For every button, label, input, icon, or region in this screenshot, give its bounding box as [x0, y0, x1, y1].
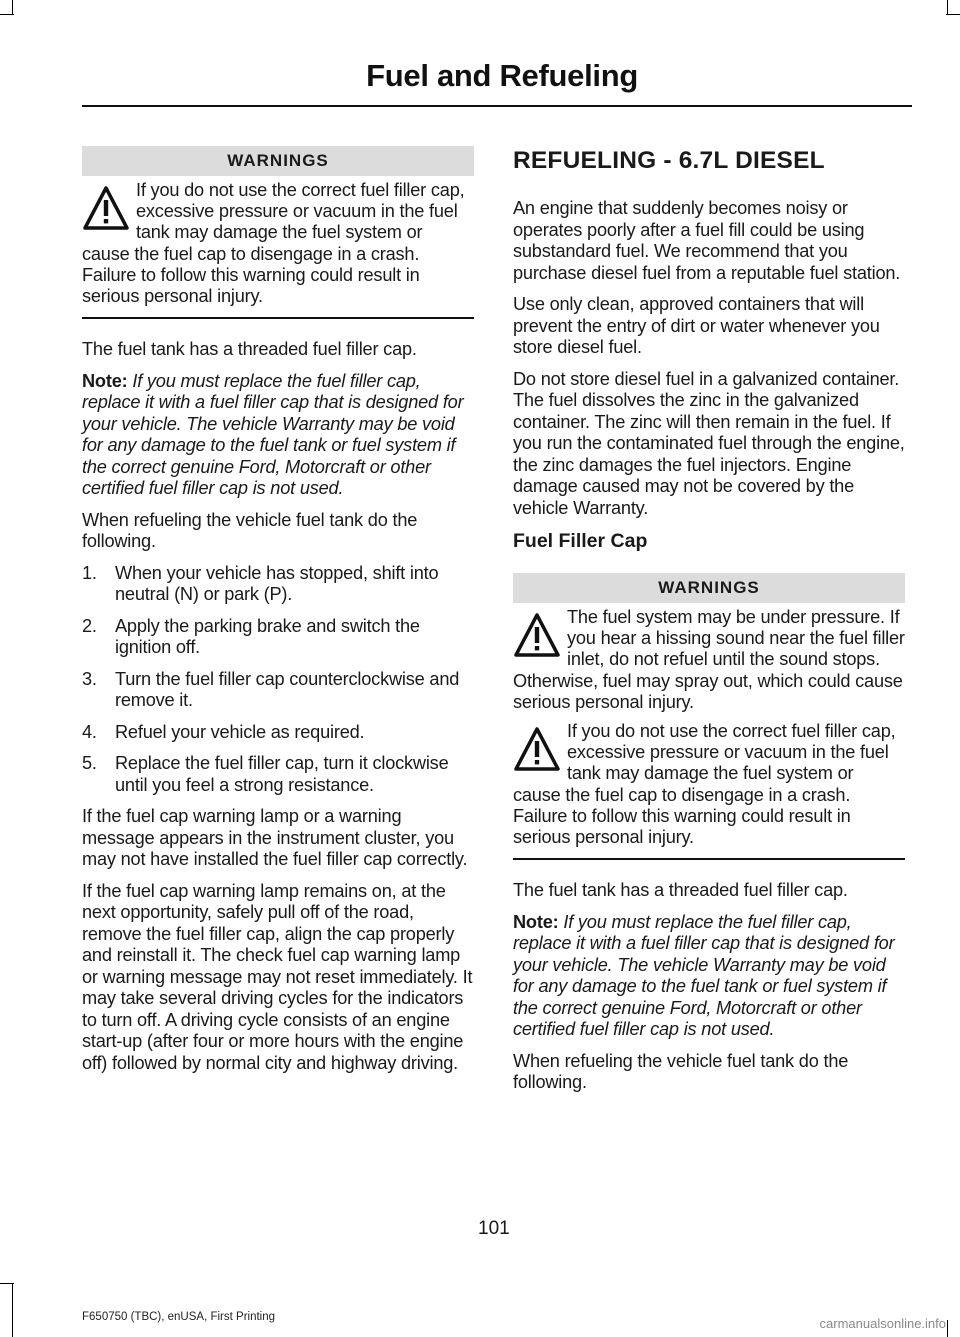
page-header-title: Fuel and Refueling — [366, 58, 638, 93]
note-text: If you must replace the fuel filler cap, replace it with a fuel filler cap that is designed for your vehicle. The vehicle Warranty may be void for any damage to the fuel tank or fuel system if the correct genuine Ford, Motorcraft or other certified fuel filler cap is not used. — [513, 911, 895, 1040]
note — [513, 912, 905, 1041]
warning-rule — [82, 317, 474, 319]
step-number: 2. — [82, 615, 97, 636]
note-label: Note: — [513, 911, 559, 932]
step-number: 4. — [82, 721, 97, 742]
warning-text: If you do not use the correct fuel filler cap, excessive pressure or vacuum in the fuel tank may damage the fuel system or cause the fuel cap to disengage in a crash. Failure to follow this warning could result in serious personal injury. — [82, 180, 465, 307]
header-rule — [82, 105, 912, 107]
note-text: If you must replace the fuel filler cap, replace it with a fuel filler cap that is designed for your vehicle. The vehicle Warranty may be void for any damage to the fuel tank or fuel system if the correct genuine Ford, Motorcraft or other certified fuel filler cap is not used. — [82, 370, 464, 499]
steps-list — [82, 563, 474, 797]
step-text: Turn the fuel filler cap counterclockwise and remove it. — [115, 668, 460, 711]
note-label: Note: — [82, 370, 128, 391]
warning-triangle-icon — [513, 611, 561, 661]
step-text: Replace the fuel filler cap, turn it clockwise until you feel a strong resistance. — [115, 753, 449, 795]
warnings-heading: WARNINGS — [513, 573, 905, 603]
warnings-heading: WARNINGS — [82, 146, 474, 176]
right-column — [513, 146, 905, 1104]
crop-mark — [12, 1283, 13, 1337]
edition-text: F650750 (TBC), enUSA, First Printing — [82, 1311, 276, 1323]
warning-item — [513, 721, 905, 848]
list-item — [82, 669, 474, 712]
paragraph: If the fuel cap warning lamp remains on, at the next opportunity, safely pull off of the road, remove the fuel filler cap, align the cap properly and reinstall it. The check fuel cap warning lamp or warning message may not reset immediately. It may take several driving cycles for the indicators to turn off. A driving cycle consists of an engine start-up (after four or more hours with the engine off) followed by normal city and highway driving. — [82, 880, 473, 1073]
step-text: When your vehicle has stopped, shift into neutral (N) or park (P). — [115, 562, 439, 605]
crop-mark — [12, 0, 13, 14]
crop-mark — [0, 14, 14, 15]
paragraph: Do not store diesel fuel in a galvanized container. The fuel dissolves the zinc in the galvanized container. The zinc will then remain in the fuel. If you run the contaminated fuel through the engine, the zinc damages the fuel injectors. Engine damage caused may not be covered by the vehicle Warranty. — [513, 368, 905, 518]
subsection-title: Fuel Filler Cap — [513, 530, 648, 552]
paragraph: An engine that suddenly becomes noisy or operates poorly after a fuel fill could be using substandard fuel. We recommend that you purchase diesel fuel from a reputable fuel station. — [513, 198, 901, 283]
page-number: 101 — [478, 1218, 510, 1239]
warning-text: The fuel system may be under pressure. If you hear a hissing sound near the fuel filler inlet, do not refuel until the sound stops. Otherwise, fuel may spray out, which could cause serious personal injury. — [513, 607, 905, 712]
paragraph: When refueling the vehicle fuel tank do the following. — [82, 509, 418, 552]
step-number: 1. — [82, 562, 97, 583]
warning-item — [513, 607, 905, 713]
step-text: Refuel your vehicle as required. — [115, 721, 365, 742]
step-number: 3. — [82, 668, 97, 689]
list-item — [82, 722, 474, 744]
step-number: 5. — [82, 753, 97, 774]
paragraph: The fuel tank has a threaded fuel filler cap. — [513, 880, 848, 901]
crop-mark — [0, 1283, 14, 1284]
paragraph: The fuel tank has a threaded fuel filler cap. — [82, 339, 417, 360]
list-item — [82, 616, 474, 659]
warning-triangle-icon — [513, 725, 561, 775]
warning-triangle-icon — [82, 184, 130, 234]
section-title: REFUELING - 6.7L DIESEL — [513, 147, 825, 174]
paragraph: When refueling the vehicle fuel tank do the following. — [513, 1050, 849, 1093]
crop-mark — [947, 0, 948, 14]
paragraph: If the fuel cap warning lamp or a warning message appears in the instrument cluster, you may not have installed the fuel filler cap correctly. — [82, 806, 468, 870]
warning-rule — [513, 858, 905, 860]
list-item — [82, 563, 474, 606]
crop-mark — [947, 1320, 948, 1337]
step-text: Apply the parking brake and switch the ignition off. — [115, 615, 420, 658]
warning-text: If you do not use the correct fuel filler cap, excessive pressure or vacuum in the fuel tank may damage the fuel system or cause the fuel cap to disengage in a crash. Failure to follow this warning could result in serious personal injury. — [513, 721, 896, 848]
paragraph: Use only clean, approved containers that will prevent the entry of dirt or water whenever you store diesel fuel. — [513, 294, 880, 357]
crop-mark — [946, 14, 960, 15]
note — [82, 371, 474, 500]
list-item — [82, 753, 474, 796]
left-column — [82, 146, 474, 1084]
watermark: carmanualsonline.info — [819, 1316, 946, 1331]
warning-item — [82, 180, 474, 307]
